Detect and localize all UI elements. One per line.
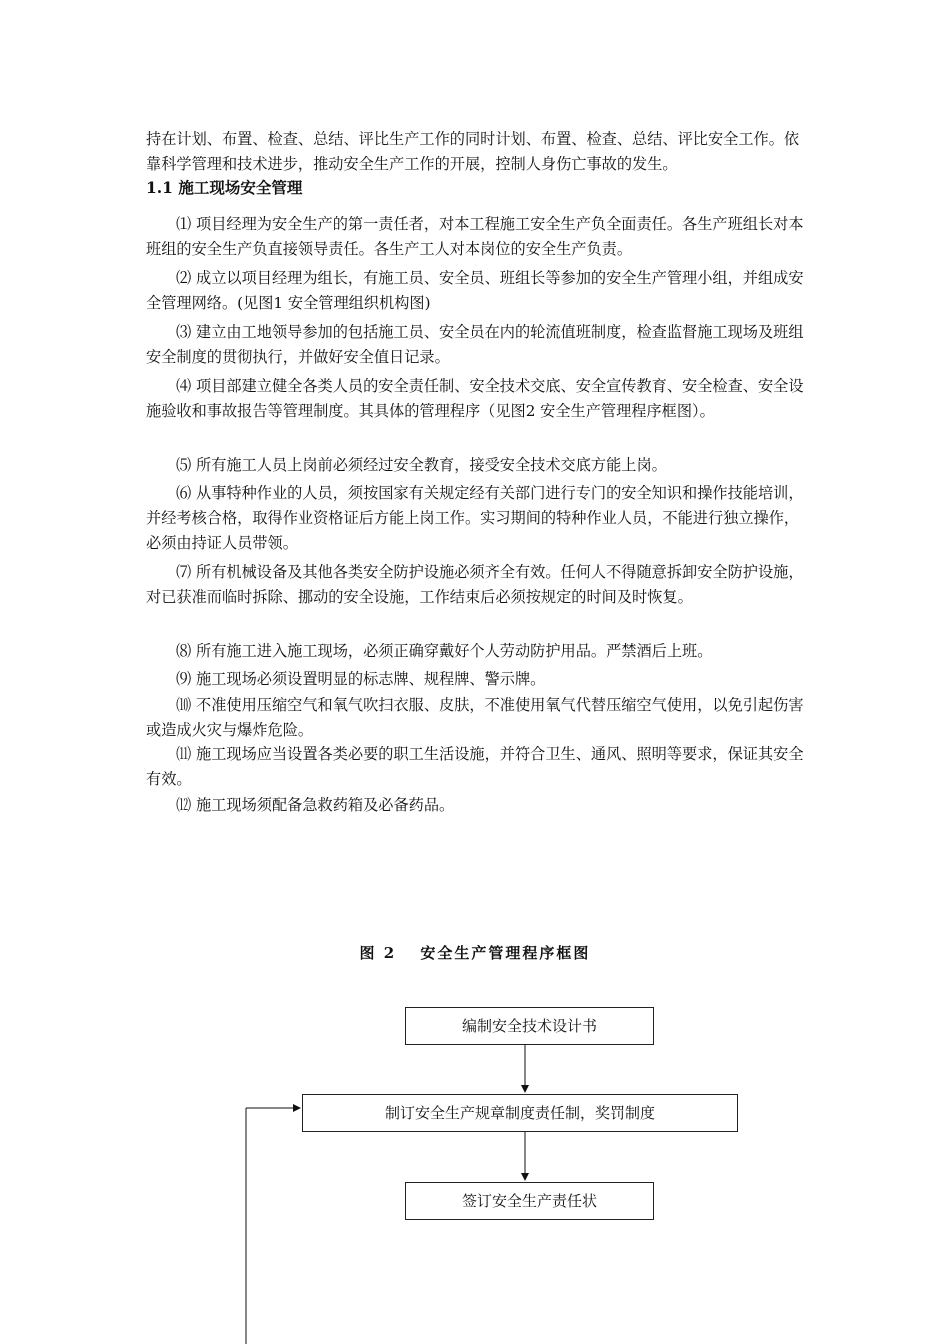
list-item-9: ⑼ 施工现场必须设置明显的标志牌、规程牌、警示牌。	[176, 670, 546, 688]
figure-title: 图 2 安全生产管理程序框图	[359, 944, 591, 962]
list-item-6: ⑹ 从事特种作业的人员，须按国家有关规定经有关部门进行专门的安全知识和操作技能培训，并经考核合格，取得作业资格证后方能上岗工作。实习期间的特种作业人员，不能进行独立操作，必须由持证人员带领。	[146, 484, 804, 552]
intro-paragraph: 持在计划、布置、检查、总结、评比生产工作的同时计划、布置、检查、总结、评比安全工作。依靠科学管理和技术进步，推动安全生产工作的开展，控制人身伤亡事故的发生。	[146, 130, 800, 173]
list-item-7: ⑺ 所有机械设备及其他各类安全防护设施必须齐全有效。任何人不得随意拆卸安全防护设施，对已获准而临时拆除、挪动的安全设施，工作结束后必须按规定的时间及时恢复。	[146, 563, 804, 606]
list-item-5: ⑸ 所有施工人员上岗前必须经过安全教育，接受安全技术交底方能上岗。	[176, 456, 667, 474]
list-item-12: ⑿ 施工现场须配备急救药箱及必备药品。	[176, 796, 455, 814]
flow-box-responsibility: 签订安全生产责任状	[405, 1182, 654, 1220]
flow-box-design-book: 编制安全技术设计书	[405, 1007, 654, 1045]
list-item-11: ⑾ 施工现场应当设置各类必要的职工生活设施，并符合卫生、通风、照明等要求，保证其安全有效。	[146, 745, 804, 788]
list-item-10: ⑽ 不准使用压缩空气和氧气吹扫衣服、皮肤，不准使用氧气代替压缩空气使用，以免引起伤害或造成火灾与爆炸危险。	[146, 696, 804, 739]
list-item-3: ⑶ 建立由工地领导参加的包括施工员、安全员在内的轮流值班制度，检查监督施工现场及班组安全制度的贯彻执行，并做好安全值日记录。	[146, 323, 804, 366]
list-item-4: ⑷ 项目部建立健全各类人员的安全责任制、安全技术交底、安全宣传教育、安全检查、安全设施验收和事故报告等管理制度。其具体的管理程序（见图2 安全生产管理程序框图）。	[146, 377, 804, 420]
list-item-2: ⑵ 成立以项目经理为组长，有施工员、安全员、班组长等参加的安全生产管理小组，并组成安全管理网络。(见图1 安全管理组织机构图)	[146, 269, 804, 312]
flow-box-regulations: 制订安全生产规章制度责任制，奖罚制度	[302, 1094, 738, 1132]
list-item-1: ⑴ 项目经理为安全生产的第一责任者，对本工程施工安全生产负全面责任。各生产班组长对本班组的安全生产负直接领导责任。各生产工人对本岗位的安全生产负责。	[146, 215, 804, 258]
section-heading: 1.1 施工现场安全管理	[146, 178, 303, 197]
list-item-8: ⑻ 所有施工进入施工现场，必须正确穿戴好个人劳动防护用品。严禁酒后上班。	[176, 642, 713, 660]
